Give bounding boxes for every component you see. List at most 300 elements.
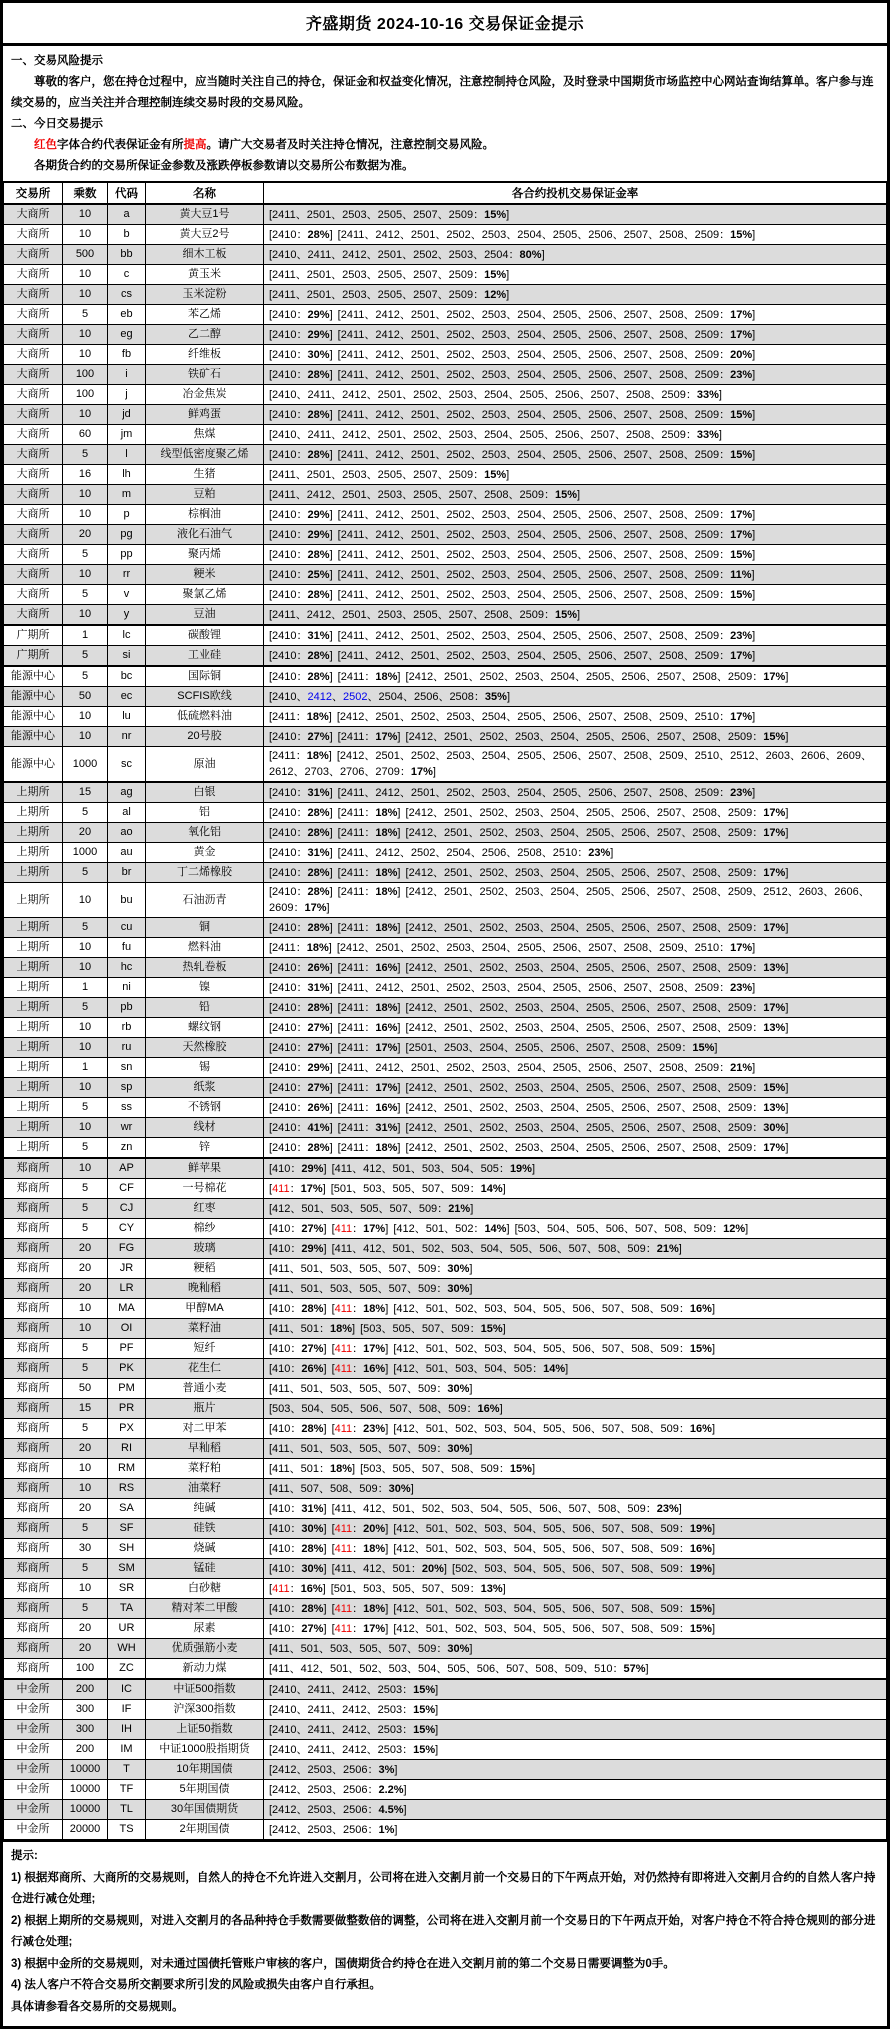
contract-months: ] — [469, 1262, 473, 1275]
cell-multiplier: 5 — [63, 1179, 108, 1199]
cell-code: al — [108, 803, 146, 823]
margin-percentage: 18% — [363, 1542, 386, 1555]
margin-percentage: 57% — [623, 1662, 646, 1675]
contract-months: ] — [752, 1061, 756, 1074]
margin-percentage: 28% — [307, 921, 330, 934]
table-row — [4, 265, 887, 285]
contract-months: [2411、2501、2503、2505、2507、2509： — [269, 468, 485, 481]
contract-months: ： — [352, 1602, 364, 1615]
margin-percentage: 23% — [730, 786, 753, 799]
cell-code: jm — [108, 425, 146, 445]
contract-months: ] — [752, 328, 756, 341]
contract-months: [411、501： — [269, 1462, 330, 1475]
cell-exchange: 大商所 — [4, 305, 63, 325]
table-row — [4, 918, 887, 938]
margin-percentage: 16% — [477, 1402, 500, 1415]
margin-percentage: 15% — [555, 608, 578, 621]
contract-months: ] — [469, 1642, 473, 1655]
cell-margin-rates — [264, 998, 887, 1018]
cell-name: 20号胶 — [146, 727, 264, 747]
contract-months: ] — [469, 1442, 473, 1455]
cell-margin-rates — [264, 1319, 887, 1339]
cell-code: bu — [108, 883, 146, 918]
contract-months: ] [2411、2412、2501、2502、2503、2504、2505、2506、2507、2508、2509： — [329, 629, 731, 642]
table-row — [4, 1659, 887, 1680]
cell-multiplier: 10 — [63, 1319, 108, 1339]
cell-name: 玉米淀粉 — [146, 285, 264, 305]
cell-exchange: 郑商所 — [4, 1239, 63, 1259]
contract-months: ] [2411、2412、2501、2502、2503、2504、2505、2506、2507、2508、2509： — [329, 308, 731, 321]
contract-months: [410： — [269, 1422, 302, 1435]
table-row — [4, 285, 887, 305]
table-row — [4, 305, 887, 325]
margin-percentage: 28% — [307, 1001, 330, 1014]
margin-percentage: 30% — [447, 1642, 470, 1655]
contract-months: [2410： — [269, 649, 308, 662]
cell-margin-rates — [264, 225, 887, 245]
cell-multiplier: 5 — [63, 863, 108, 883]
cell-name: 晚籼稻 — [146, 1279, 264, 1299]
margin-percentage: 18% — [306, 750, 329, 762]
cell-code: ss — [108, 1098, 146, 1118]
margin-percentage: 15% — [555, 488, 578, 501]
cell-name: 优质强筋小麦 — [146, 1639, 264, 1659]
cell-exchange: 大商所 — [4, 245, 63, 265]
contract-months: [411、501： — [269, 1322, 330, 1335]
table-row — [4, 883, 887, 918]
table-row — [4, 1679, 887, 1700]
cell-name: 新动力煤 — [146, 1659, 264, 1680]
cell-multiplier: 50 — [63, 1379, 108, 1399]
margin-percentage: 15% — [730, 588, 753, 601]
cell-multiplier: 5 — [63, 1359, 108, 1379]
contract-months: ] — [711, 1422, 715, 1435]
margin-percentage: 26% — [307, 1101, 330, 1114]
table-row — [4, 1259, 887, 1279]
contract-months: ] [2411、2412、2501、2502、2503、2504、2505、2506、2507、2508、2509： — [329, 508, 731, 521]
contract-months: [411、501、503、505、507、509： — [269, 1262, 448, 1275]
margin-percentage: 28% — [307, 649, 330, 662]
cell-exchange: 大商所 — [4, 525, 63, 545]
cell-exchange: 郑商所 — [4, 1499, 63, 1519]
cell-margin-rates — [264, 1479, 887, 1499]
cell-name: 棉纱 — [146, 1219, 264, 1239]
margin-percentage: 80% — [519, 248, 542, 261]
cell-exchange: 上期所 — [4, 918, 63, 938]
contract-months: ： — [352, 1362, 364, 1375]
contract-months: ] [2411、2412、2501、2502、2503、2504、2505、2506、2507、2508、2509： — [329, 228, 731, 241]
cell-exchange: 能源中心 — [4, 707, 63, 727]
cell-name: 锡 — [146, 1058, 264, 1078]
cell-code: PX — [108, 1419, 146, 1439]
cell-margin-rates — [264, 345, 887, 365]
cell-code: IF — [108, 1700, 146, 1720]
contract-months: ] — [785, 921, 789, 934]
table-row — [4, 565, 887, 585]
cell-exchange: 大商所 — [4, 465, 63, 485]
margin-percentage: 17% — [730, 941, 753, 954]
margin-percentage: 16% — [375, 1021, 398, 1034]
margin-percentage: 28% — [307, 886, 330, 898]
cell-name: 上证50指数 — [146, 1720, 264, 1740]
raised-contract-month: 411 — [334, 1422, 353, 1435]
footnotes-section — [3, 1840, 887, 2026]
contract-months: ] [2412、2501、2502、2503、2504、2505、2506、2507、2508、2509： — [397, 826, 764, 839]
contract-months: 、2504、2506、2508： — [367, 690, 485, 703]
contract-months: ] — [502, 1322, 506, 1335]
cell-name: 碳酸锂 — [146, 625, 264, 646]
contract-months: ] — [506, 288, 510, 301]
cell-exchange: 大商所 — [4, 605, 63, 626]
table-row — [4, 585, 887, 605]
table-row — [4, 1519, 887, 1539]
cell-code: TS — [108, 1820, 146, 1840]
cell-code: ag — [108, 782, 146, 803]
cell-code: a — [108, 204, 146, 225]
cell-multiplier: 5 — [63, 998, 108, 1018]
cell-name: 纤维板 — [146, 345, 264, 365]
cell-name: 烧碱 — [146, 1539, 264, 1559]
footer-note-5: 具体请参看各交易所的交易规则。 — [11, 2000, 184, 2013]
margin-percentage: 17% — [304, 902, 327, 914]
cell-margin-rates — [264, 1720, 887, 1740]
cell-margin-rates — [264, 1639, 887, 1659]
cell-multiplier: 10 — [63, 1018, 108, 1038]
margin-table-body — [4, 204, 887, 1840]
table-row — [4, 938, 887, 958]
cell-code: TF — [108, 1780, 146, 1800]
cell-name: 氧化铝 — [146, 823, 264, 843]
contract-months: ] [2412、2501、2502、2503、2504、2505、2506、2507、2508、2509： — [397, 1081, 764, 1094]
contract-months: [2410、2411、2412、2503： — [269, 1683, 414, 1696]
margin-percentage: 16% — [689, 1422, 712, 1435]
contract-months: ： — [352, 1342, 364, 1355]
margin-percentage: 27% — [307, 1041, 330, 1054]
cell-multiplier: 300 — [63, 1720, 108, 1740]
cell-code: eb — [108, 305, 146, 325]
cell-exchange: 上期所 — [4, 863, 63, 883]
margin-percentage: 30% — [301, 1562, 324, 1575]
contract-months: ] [2411： — [329, 886, 376, 898]
cell-multiplier: 20000 — [63, 1820, 108, 1840]
contract-months: ] — [752, 588, 756, 601]
cell-exchange: 广期所 — [4, 646, 63, 667]
margin-percentage: 21% — [448, 1202, 471, 1215]
margin-percentage: 17% — [763, 1141, 786, 1154]
cell-exchange: 郑商所 — [4, 1579, 63, 1599]
margin-percentage: 18% — [306, 941, 329, 954]
table-row — [4, 687, 887, 707]
cell-code: RM — [108, 1459, 146, 1479]
cell-margin-rates — [264, 1459, 887, 1479]
contract-months: ： — [289, 1582, 301, 1595]
cell-exchange: 郑商所 — [4, 1519, 63, 1539]
cell-margin-rates — [264, 1679, 887, 1700]
cell-margin-rates — [264, 803, 887, 823]
contract-months: [410： — [269, 1602, 302, 1615]
table-row — [4, 1138, 887, 1159]
cell-multiplier: 100 — [63, 385, 108, 405]
contract-months: ] [412、501、502、503、504、505、506、507、508、509： — [385, 1422, 690, 1435]
cell-name: 石油沥青 — [146, 883, 264, 918]
cell-multiplier: 5 — [63, 1599, 108, 1619]
contract-months: ] — [502, 1182, 506, 1195]
column-header-1: 乘数 — [63, 182, 108, 204]
contract-months: ： — [352, 1422, 364, 1435]
cell-margin-rates — [264, 445, 887, 465]
cell-multiplier: 5 — [63, 1339, 108, 1359]
margin-percentage: 15% — [689, 1622, 712, 1635]
contract-months: ] [ — [323, 1222, 335, 1235]
contract-months: ] — [610, 846, 614, 859]
contract-months: ] [2412、2501、2502、2503、2504、2505、2506、2507、2508、2509、2512、2603、2606、2609： — [269, 886, 870, 914]
margin-percentage: 15% — [763, 1081, 786, 1094]
risk-section-heading: 一、交易风险提示 — [11, 55, 103, 67]
margin-percentage: 15% — [509, 1462, 532, 1475]
cell-exchange: 上期所 — [4, 1018, 63, 1038]
margin-percentage: 17% — [730, 328, 753, 341]
cell-code: T — [108, 1760, 146, 1780]
cell-multiplier: 20 — [63, 1279, 108, 1299]
table-row — [4, 445, 887, 465]
table-row — [4, 1038, 887, 1058]
contract-months: ] — [752, 528, 756, 541]
contract-months: ] [2411： — [329, 1001, 376, 1014]
cell-multiplier: 1000 — [63, 843, 108, 863]
cell-code: PF — [108, 1339, 146, 1359]
margin-percentage: 28% — [307, 866, 330, 879]
margin-percentage: 28% — [307, 588, 330, 601]
contract-months: [2410： — [269, 328, 308, 341]
contract-months: [2412、2503、2506： — [269, 1783, 379, 1796]
cell-margin-rates — [264, 1018, 887, 1038]
cell-margin-rates — [264, 285, 887, 305]
contract-months: [2410： — [269, 508, 308, 521]
margin-percentage: 13% — [480, 1582, 503, 1595]
contract-months: [411、501、503、505、507、509： — [269, 1642, 448, 1655]
cell-exchange: 郑商所 — [4, 1399, 63, 1419]
margin-percentage: 16% — [375, 1101, 398, 1114]
contract-months: ] [412、501、502、503、504、505、506、507、508、509： — [385, 1602, 690, 1615]
cell-multiplier: 10000 — [63, 1780, 108, 1800]
table-row — [4, 978, 887, 998]
margin-percentage: 16% — [689, 1302, 712, 1315]
cell-name: 甲醇MA — [146, 1299, 264, 1319]
cell-name: 热轧卷板 — [146, 958, 264, 978]
table-row — [4, 1078, 887, 1098]
cell-margin-rates — [264, 1219, 887, 1239]
table-header-row — [4, 182, 887, 204]
cell-name: 粳米 — [146, 565, 264, 585]
contract-months: ] — [752, 981, 756, 994]
margin-percentage: 23% — [730, 629, 753, 642]
contract-months: ] — [577, 488, 581, 501]
cell-exchange: 上期所 — [4, 1078, 63, 1098]
margin-percentage: 17% — [300, 1182, 323, 1195]
margin-percentage: 18% — [375, 866, 398, 879]
cell-code: fu — [108, 938, 146, 958]
cell-multiplier: 1 — [63, 1058, 108, 1078]
contract-months: [2410、2411、2412、2501、2502、2503、2504、2505、2506、2507、2508、2509： — [269, 388, 697, 401]
contract-months: [2410： — [269, 846, 308, 859]
table-row — [4, 1720, 887, 1740]
cell-margin-rates — [264, 525, 887, 545]
contract-months: [2410： — [269, 448, 308, 461]
margin-percentage: 31% — [301, 1502, 324, 1515]
contract-months: [2410： — [269, 866, 308, 879]
cell-code: fb — [108, 345, 146, 365]
contract-months: [2411、2501、2503、2505、2507、2509： — [269, 268, 485, 281]
contract-months: ] — [326, 902, 330, 914]
cell-margin-rates — [264, 918, 887, 938]
contract-months: ] — [577, 608, 581, 621]
cell-code: m — [108, 485, 146, 505]
cell-margin-rates — [264, 1599, 887, 1619]
cell-multiplier: 10 — [63, 1479, 108, 1499]
cell-exchange: 大商所 — [4, 325, 63, 345]
cell-exchange: 郑商所 — [4, 1219, 63, 1239]
cell-margin-rates — [264, 1780, 887, 1800]
table-row — [4, 1379, 887, 1399]
raised-contract-month: 411 — [334, 1602, 353, 1615]
margin-percentage: 17% — [375, 1081, 398, 1094]
contract-months: ] [2411： — [329, 921, 376, 934]
cell-name: 纸浆 — [146, 1078, 264, 1098]
margin-percentage: 33% — [696, 388, 719, 401]
contract-months: [410： — [269, 1342, 302, 1355]
cell-margin-rates — [264, 325, 887, 345]
contract-months: [2410： — [269, 1041, 308, 1054]
cell-name: 对二甲苯 — [146, 1419, 264, 1439]
cell-code: cu — [108, 918, 146, 938]
contract-months: ] [2412、2501、2502、2503、2504、2505、2506、2507、2508、2509： — [397, 1021, 764, 1034]
cell-name: 不锈钢 — [146, 1098, 264, 1118]
table-row — [4, 958, 887, 978]
contract-months: ] [411、412、501、503、504、505： — [323, 1162, 510, 1175]
cell-margin-rates — [264, 405, 887, 425]
contract-months: ] — [678, 1242, 682, 1255]
contract-months: ] [2411、2412、2501、2502、2503、2504、2505、2506、2507、2508、2509： — [329, 786, 731, 799]
contract-months: ： — [352, 1522, 364, 1535]
cell-name: 苯乙烯 — [146, 305, 264, 325]
margin-percentage: 27% — [307, 1081, 330, 1094]
margin-percentage: 18% — [375, 806, 398, 819]
contract-months: ] [2501、2503、2504、2505、2506、2507、2508、2509： — [397, 1041, 693, 1054]
cell-exchange: 郑商所 — [4, 1479, 63, 1499]
margin-percentage: 21% — [656, 1242, 679, 1255]
contract-months: ] — [752, 649, 756, 662]
cell-name: 早籼稻 — [146, 1439, 264, 1459]
margin-percentage: 23% — [363, 1422, 386, 1435]
cell-margin-rates — [264, 1820, 887, 1840]
contract-months: ] — [752, 408, 756, 421]
cell-name: 线型低密度聚乙烯 — [146, 445, 264, 465]
table-row — [4, 1339, 887, 1359]
contract-months: [2411： — [269, 710, 307, 723]
cell-code: WH — [108, 1639, 146, 1659]
cell-code: rr — [108, 565, 146, 585]
cell-code: TL — [108, 1800, 146, 1820]
cell-exchange: 郑商所 — [4, 1419, 63, 1439]
contract-months: ] [412、501、502、503、504、505、506、507、508、509： — [385, 1542, 690, 1555]
margin-percentage: 17% — [730, 308, 753, 321]
cell-multiplier: 10 — [63, 707, 108, 727]
contract-months: [ — [269, 1582, 273, 1595]
contract-months: ] — [394, 1763, 398, 1776]
contract-months: ] — [531, 1162, 536, 1175]
cell-margin-rates — [264, 1539, 887, 1559]
contract-months: ] [ — [323, 1362, 335, 1375]
cell-name: 普通小麦 — [146, 1379, 264, 1399]
margin-percentage: 28% — [307, 548, 330, 561]
margin-percentage: 27% — [307, 1021, 330, 1034]
table-row — [4, 727, 887, 747]
cell-exchange: 郑商所 — [4, 1659, 63, 1680]
contract-months: [2411、2412、2501、2503、2505、2507、2508、2509： — [269, 488, 556, 501]
table-row — [4, 605, 887, 626]
page-title: 齐盛期货 2024-10-16 交易保证金提示 — [3, 3, 887, 46]
contract-months: [2410、 — [269, 690, 308, 703]
contract-months: ] — [785, 961, 789, 974]
cell-exchange: 郑商所 — [4, 1439, 63, 1459]
cell-exchange: 大商所 — [4, 365, 63, 385]
margin-percentage: 28% — [307, 826, 330, 839]
margin-percentage: 18% — [375, 1001, 398, 1014]
cell-multiplier: 5 — [63, 803, 108, 823]
intro-section — [3, 46, 887, 181]
cell-multiplier: 15 — [63, 1399, 108, 1419]
cell-multiplier: 100 — [63, 1659, 108, 1680]
contract-months: [410： — [269, 1162, 302, 1175]
cell-multiplier: 20 — [63, 1639, 108, 1659]
cell-exchange: 大商所 — [4, 204, 63, 225]
cell-multiplier: 5 — [63, 585, 108, 605]
cell-multiplier: 5 — [63, 1219, 108, 1239]
cell-margin-rates — [264, 204, 887, 225]
margin-percentage: 20% — [363, 1522, 386, 1535]
table-row — [4, 1619, 887, 1639]
cell-margin-rates — [264, 1038, 887, 1058]
contract-months: ] — [711, 1302, 715, 1315]
contract-months: ： — [352, 1302, 364, 1315]
contract-months: ] [2412、2501、2502、2503、2504、2505、2506、2507、2508、2509： — [397, 730, 764, 743]
red-keyword-tigao: 提高 — [183, 139, 207, 151]
cell-margin-rates — [264, 1700, 887, 1720]
notice-tail-text: 。请广大交易者及时关注持仓情况，注意控制交易风险。 — [206, 139, 494, 151]
margin-percentage: 18% — [375, 826, 398, 839]
contract-months: ] [2412、2501、2502、2503、2504、2505、2506、2507、2508、2509： — [397, 670, 764, 683]
cell-exchange: 上期所 — [4, 823, 63, 843]
cell-multiplier: 1 — [63, 978, 108, 998]
margin-percentage: 18% — [329, 1462, 352, 1475]
cell-name: 油菜籽 — [146, 1479, 264, 1499]
margin-percentage: 17% — [730, 710, 753, 723]
margin-percentage: 14% — [543, 1362, 566, 1375]
cell-margin-rates — [264, 1259, 887, 1279]
cell-name: 锌 — [146, 1138, 264, 1159]
cell-multiplier: 5 — [63, 1519, 108, 1539]
cell-name: 2年期国债 — [146, 1820, 264, 1840]
cell-margin-rates — [264, 1098, 887, 1118]
cell-exchange: 大商所 — [4, 545, 63, 565]
cell-name: 30年国债期货 — [146, 1800, 264, 1820]
contract-months: ] — [752, 228, 756, 241]
cell-code: lu — [108, 707, 146, 727]
cell-code: pg — [108, 525, 146, 545]
contract-months: ] [2411： — [329, 670, 376, 683]
cell-name: 细木工板 — [146, 245, 264, 265]
contract-months: ] [ — [323, 1602, 335, 1615]
